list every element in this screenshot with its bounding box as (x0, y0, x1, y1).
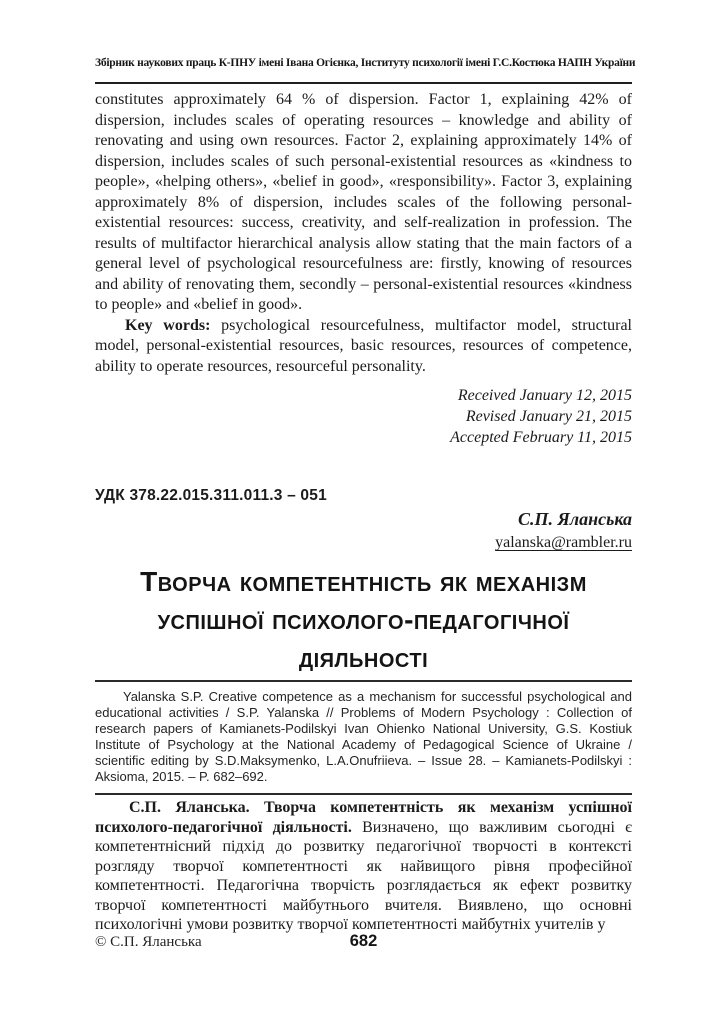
author-block (95, 508, 632, 552)
english-summary-section (95, 90, 632, 448)
copyright-notice: © С.П. Яланська (95, 934, 202, 950)
author-name: С.П. Яланська (517, 509, 632, 529)
abstract-body-text: Визначено, що важливим сьогодні є компетентнісний підхід до розвитку педагогічної творчості в контексті розгляду творчої компетентності як найвищого рівня професійної компетентності. Педагогічна творчість розглядається як ефект розвитку творчої компетентності майбутнього вчителя. Виявлено, що основні психологічні умови розвитку творчої компетентності майбутніх учителів у (95, 818, 632, 933)
manuscript-dates-block (95, 385, 632, 448)
page-footer (95, 932, 632, 954)
abstract-lead-author-title: С.П. Яланська. Творча компетентність як механізм успішної психолого-педагогічної діяльності. (95, 799, 632, 836)
keywords-paragraph (95, 316, 632, 378)
received-date: Received January 12, 2015 (457, 387, 632, 404)
english-citation-block: Yalanska S.P. Creative competence as a mechanism for successful psychological and educational activities / S.P. Yalanska // Problems of Modern Psychology : Collection of research papers of Kamianets-Podilskyi Ivan Ohienko National University, G.S. Kostiuk Institute of Psychology at the National Academy of Pedagogical Science of Ukraine / scientific editing by S.D.Maksymenko, L.A.Onufriieva. – Issue 28. – Kamianets-Podilskyi : Aksioma, 2015. – P. 682–692. (95, 680, 632, 795)
accepted-date: Accepted February 11, 2015 (450, 429, 632, 446)
header-divider-rule (95, 82, 632, 84)
keywords-label: Key words: (125, 316, 211, 334)
author-email-link[interactable]: yalanska@rambler.ru (495, 534, 632, 551)
page-number: 682 (349, 932, 378, 950)
udc-code: УДК 378.22.015.311.011.3 – 051 (95, 487, 327, 504)
ukrainian-abstract-paragraph (95, 798, 632, 935)
english-abstract-paragraph: constitutes approximately 64 % of dispersion. Factor 1, explaining 42% of dispersion, includes scales of operating resources – knowledge and ability of renovating and using own resources. Factor 2, explaining approximately 14% of dispersion, includes scales of such personal-existential resources as «kindness to people», «helping others», «belief in good», «responsibility». Factor 3, explaining approximately 8% of dispersion, includes scales of the following personal-existential resources: success, creativity, and self-realization in profession. The results of multifactor hierarchical analysis allow stating that the main factors of a general level of psychological resourcefulness are: firstly, knowing of resources and ability of renovating them, secondly – personal-existential resources «kindness to people» and «belief in good». (95, 91, 632, 313)
keywords-text: psychological resourcefulness, multifactor model, structural model, personal-existential resources, basic resources, resources of competence, ability to operate resources, resourceful personality. (95, 316, 632, 375)
journal-running-head: Збірник наукових праць К-ПНУ імені Івана Огієнка, Інституту психології імені Г.С.Костюка НАПН України (95, 57, 636, 69)
article-title: Творча компетентність як механізм успішної психолого-педагогічної діяльності (140, 566, 587, 673)
revised-date: Revised January 21, 2015 (465, 408, 632, 425)
